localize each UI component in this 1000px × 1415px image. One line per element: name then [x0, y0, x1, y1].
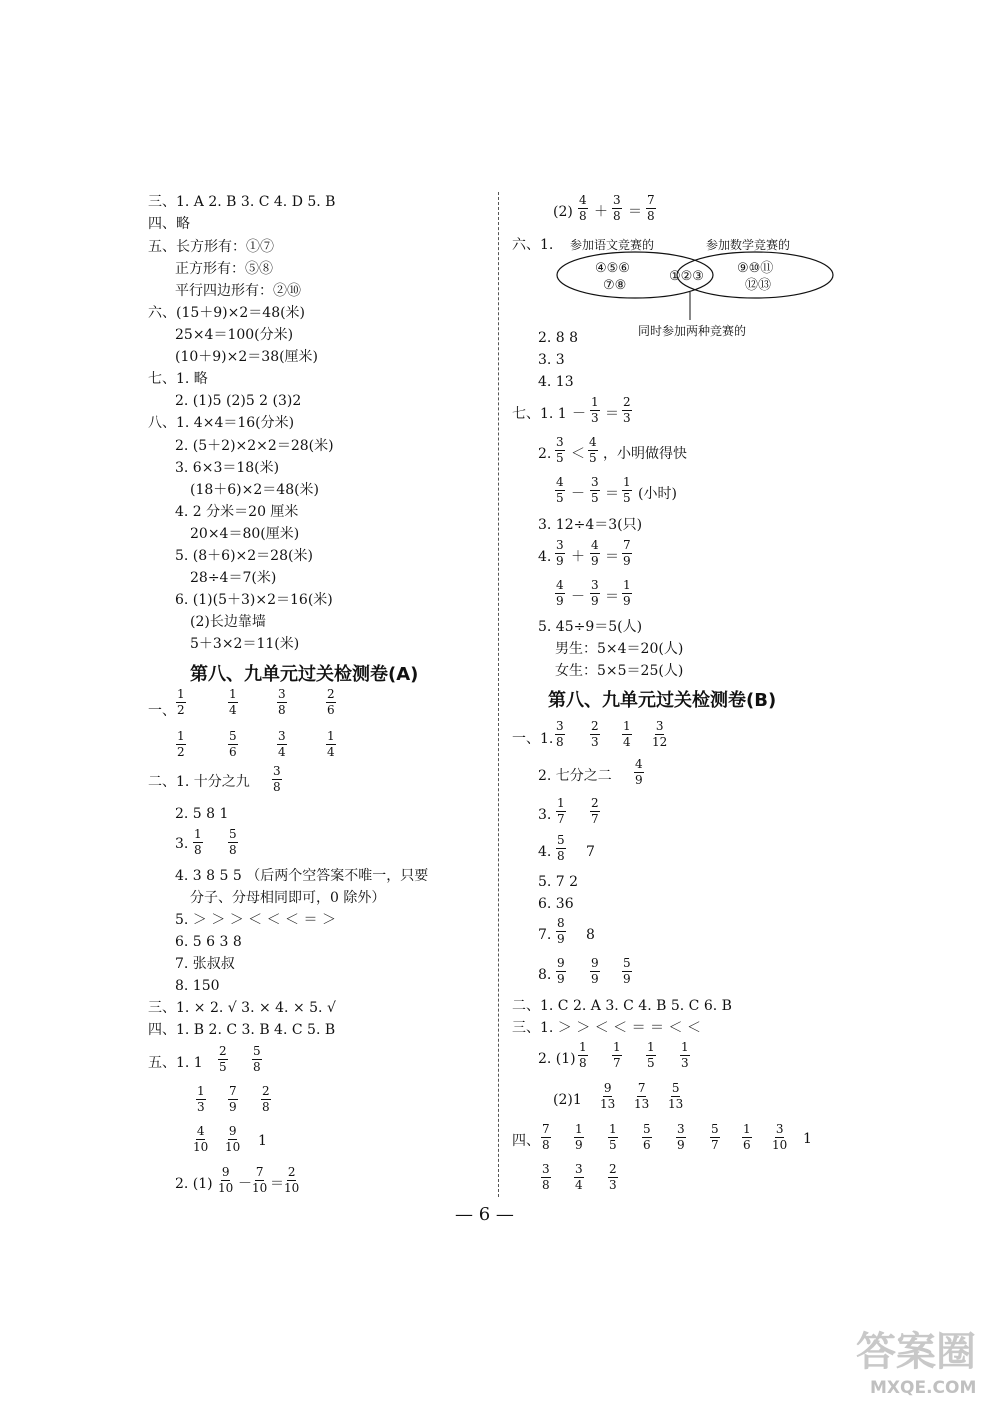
fraction: 3 8 — [278, 687, 286, 717]
a2f: 5. ＞ ＞ ＞ ＜ ＜ ＜ ＝ ＞ — [175, 912, 336, 928]
fraction: 7 9 — [623, 538, 631, 568]
a2b: 2. 5 8 1 — [175, 806, 229, 822]
minus-sign: － — [238, 1176, 252, 1192]
r73: 3. 12÷4＝3(只) — [538, 517, 643, 533]
left-s8c: 3. 6×3＝18(米) — [175, 460, 280, 476]
watermark-url: MXQE.COM — [870, 1378, 977, 1398]
watermark-logo: 答案圈 — [856, 1329, 976, 1375]
fraction: 1 8 — [194, 827, 202, 857]
b6: 6. 36 — [538, 896, 574, 912]
r72b-tail: (小时) — [638, 486, 677, 502]
left-s5b: 正方形有：⑤⑧ — [175, 261, 273, 277]
venn-label-left: 参加语文竞赛的 — [570, 238, 655, 252]
b4: 4. — [538, 844, 552, 860]
r75c: 女生：5×5＝25(人) — [555, 663, 684, 679]
a4: 四、1. B 2. C 3. B 4. C 5. B — [148, 1022, 336, 1038]
left-s8h: 28÷4＝7(米) — [190, 570, 277, 586]
equals-sign: ＝ — [605, 486, 619, 502]
fraction: 2 3 — [591, 719, 599, 749]
r71: 七、1. 1 — [512, 406, 567, 422]
fraction: 7 8 — [542, 1122, 550, 1152]
fraction: 4 9 — [556, 578, 564, 608]
left-s6c: (10＋9)×2＝38(厘米) — [175, 349, 319, 365]
b7: 7. — [538, 927, 552, 943]
fraction: 2 6 — [327, 687, 335, 717]
fraction: 3 9 — [591, 578, 599, 608]
a5a: 五、1. 1 — [148, 1055, 203, 1071]
a2e: 分子、分母相同即可，0 除外） — [190, 890, 386, 906]
fraction: 2 5 — [219, 1044, 227, 1074]
b-iv: 四、 — [512, 1133, 540, 1149]
b-ii: 二、1. C 2. A 3. C 4. B 5. C 6. B — [512, 998, 732, 1014]
less-than-sign: ＜ — [571, 446, 585, 462]
fraction: 3 5 — [556, 435, 564, 465]
b-iii2: 2. (1) — [538, 1051, 576, 1067]
fraction: 1 7 — [557, 796, 565, 826]
b-iii: 三、1. ＞ ＞ ＜ ＜ ＝ ＝ ＜ ＜ — [512, 1020, 701, 1036]
left-s3: 三、1. A 2. B 3. C 4. D 5. B — [148, 194, 336, 210]
left-s8b: 2. (5＋2)×2×2＝28(米) — [175, 438, 334, 454]
fraction: 1 5 — [647, 1040, 655, 1070]
fraction: 1 7 — [613, 1040, 621, 1070]
fraction: 9 10 — [218, 1165, 234, 1195]
section-title-a: 第八、九单元过关检测卷(A) — [190, 664, 419, 685]
a2a: 二、1. 十分之九 — [148, 774, 250, 790]
fraction: 1 8 — [579, 1040, 587, 1070]
fraction: 3 8 — [613, 193, 621, 223]
section-title-b: 第八、九单元过关检测卷(B) — [548, 690, 777, 711]
fraction: 9 9 — [557, 956, 565, 986]
r63: 3. 3 — [538, 352, 565, 368]
fraction: 3 9 — [556, 538, 564, 568]
fraction: 3 8 — [273, 764, 281, 794]
v-prefix: 六、1. — [512, 237, 554, 253]
fraction: 1 2 — [177, 687, 185, 717]
r75: 5. 45÷9＝5(人) — [538, 619, 643, 635]
fraction: 4 5 — [589, 435, 597, 465]
fraction: 3 4 — [278, 729, 286, 759]
fraction: 7 10 — [252, 1165, 268, 1195]
a2g: 6. 5 6 3 8 — [175, 934, 242, 950]
fraction: 1 2 — [177, 729, 185, 759]
venn-label-right: 参加数学竞赛的 — [706, 238, 791, 252]
fraction: 1 6 — [743, 1122, 751, 1152]
b5: 5. 7 2 — [538, 874, 579, 890]
fraction: 2 3 — [609, 1162, 617, 1192]
left-s5c: 平行四边形有：②⑩ — [175, 283, 301, 299]
left-s8e: 4. 2 分米＝20 厘米 — [175, 504, 299, 520]
fraction: 1 4 — [327, 729, 335, 759]
r64: 4. 13 — [538, 374, 574, 390]
venn-right-row2: ⑫⑬ — [745, 278, 772, 293]
plus-sign: ＋ — [594, 204, 608, 220]
fraction: 1 3 — [591, 395, 599, 425]
fraction: 3 12 — [652, 719, 668, 749]
fraction: 1 5 — [609, 1122, 617, 1152]
left-s7b: 2. (1)5 (2)5 2 (3)2 — [175, 393, 302, 409]
b8: 8. — [538, 967, 552, 983]
page-number: — 6 — — [455, 1204, 514, 1225]
fraction: 1 4 — [229, 687, 237, 717]
b-iv-tail: 1 — [803, 1131, 812, 1147]
a5c: 2. (1) — [175, 1176, 213, 1192]
fraction: 5 8 — [229, 827, 237, 857]
equals-sign: ＝ — [270, 1176, 284, 1192]
fraction: 5 8 — [253, 1044, 261, 1074]
b-iii3: (2)1 — [553, 1092, 582, 1108]
fraction: 5 7 — [711, 1122, 719, 1152]
fraction: 7 8 — [647, 193, 655, 223]
b3: 3. — [538, 807, 552, 823]
fraction: 1 3 — [197, 1084, 205, 1114]
left-s6b: 25×4＝100(分米) — [175, 327, 294, 343]
fraction: 2 3 — [623, 395, 631, 425]
b1-prefix: 一、1. — [512, 731, 554, 747]
b7-tail: 8 — [586, 927, 595, 943]
r62: 2. 8 8 — [538, 330, 579, 346]
a3: 三、1. × 2. √ 3. × 4. × 5. √ — [148, 1000, 336, 1016]
fraction: 5 9 — [623, 956, 631, 986]
fraction: 4 10 — [193, 1124, 209, 1154]
fraction: 1 9 — [623, 578, 631, 608]
fraction: 7 9 — [229, 1084, 237, 1114]
minus-sign: － — [571, 589, 585, 605]
venn-left-row1: ④⑤⑥ — [595, 261, 630, 276]
fraction: 8 9 — [557, 916, 565, 946]
fraction: 9 9 — [591, 956, 599, 986]
fraction: 2 7 — [591, 796, 599, 826]
fraction: 3 8 — [542, 1162, 550, 1192]
equals-sign: ＝ — [628, 204, 642, 220]
a2d: 4. 3 8 5 5 （后两个空答案不唯一，只要 — [175, 868, 429, 884]
left-s8d: (18＋6)×2＝48(米) — [190, 482, 320, 498]
fraction: 4 5 — [556, 475, 564, 505]
fraction: 1 5 — [623, 475, 631, 505]
minus-sign: － — [571, 486, 585, 502]
r75b: 男生：5×4＝20(人) — [555, 641, 684, 657]
r72-prefix: 2. — [538, 446, 552, 462]
left-s8g: 5. (8＋6)×2＝28(米) — [175, 548, 313, 564]
a2h: 7. 张叔叔 — [175, 956, 235, 972]
left-s7a: 七、1. 略 — [148, 371, 208, 387]
fraction: 4 9 — [635, 757, 643, 787]
venn-middle: ①②③ — [669, 269, 704, 284]
fraction: 1 4 — [623, 719, 631, 749]
left-s8k: 5＋3×2＝11(米) — [190, 636, 300, 652]
venn-left-row2: ⑦⑧ — [603, 278, 627, 293]
left-s5a: 五、长方形有：①⑦ — [148, 239, 274, 255]
equals-sign: ＝ — [605, 549, 619, 565]
r-top: (2) — [553, 204, 573, 220]
fraction: 3 5 — [591, 475, 599, 505]
venn-right-row1: ⑨⑩⑪ — [737, 261, 774, 276]
left-s8a: 八、1. 4×4＝16(分米) — [148, 415, 295, 431]
fraction: 1 9 — [575, 1122, 583, 1152]
left-s8i: 6. (1)(5＋3)×2＝16(米) — [175, 592, 333, 608]
fraction: 2 8 — [262, 1084, 270, 1114]
fraction: 5 6 — [643, 1122, 651, 1152]
plus-sign: ＋ — [571, 549, 585, 565]
fraction: 5 13 — [668, 1081, 684, 1111]
fraction: 4 8 — [579, 193, 587, 223]
fraction: 7 13 — [634, 1081, 650, 1111]
left-s8j: (2)长边靠墙 — [190, 614, 266, 630]
r72-tail: ，小明做得快 — [603, 446, 687, 462]
fraction: 3 8 — [556, 719, 564, 749]
r74-prefix: 4. — [538, 549, 552, 565]
fraction: 5 8 — [557, 833, 565, 863]
minus-sign: － — [572, 406, 586, 422]
fraction: 4 9 — [591, 538, 599, 568]
left-s8f: 20×4＝80(厘米) — [190, 526, 300, 542]
a1-prefix: 一、 — [148, 703, 176, 719]
left-s4: 四、略 — [148, 216, 190, 232]
fraction: 3 4 — [575, 1162, 583, 1192]
column-divider — [498, 192, 499, 1197]
fraction: 2 10 — [284, 1165, 300, 1195]
fraction: 9 10 — [225, 1124, 241, 1154]
left-s6a: 六、(15＋9)×2＝48(米) — [148, 305, 306, 321]
b4-tail: 7 — [586, 844, 595, 860]
venn-bottom-label: 同时参加两种竞赛的 — [638, 324, 747, 338]
fraction: 5 6 — [229, 729, 237, 759]
fraction: 3 9 — [677, 1122, 685, 1152]
fraction: 9 13 — [600, 1081, 616, 1111]
a5b-tail: 1 — [258, 1133, 267, 1149]
fraction: 1 3 — [681, 1040, 689, 1070]
a2c: 3. — [175, 836, 189, 852]
b2: 2. 七分之二 — [538, 768, 612, 784]
fraction: 3 10 — [772, 1122, 788, 1152]
equals-sign: ＝ — [605, 406, 619, 422]
a2i: 8. 150 — [175, 978, 220, 994]
equals-sign: ＝ — [605, 589, 619, 605]
